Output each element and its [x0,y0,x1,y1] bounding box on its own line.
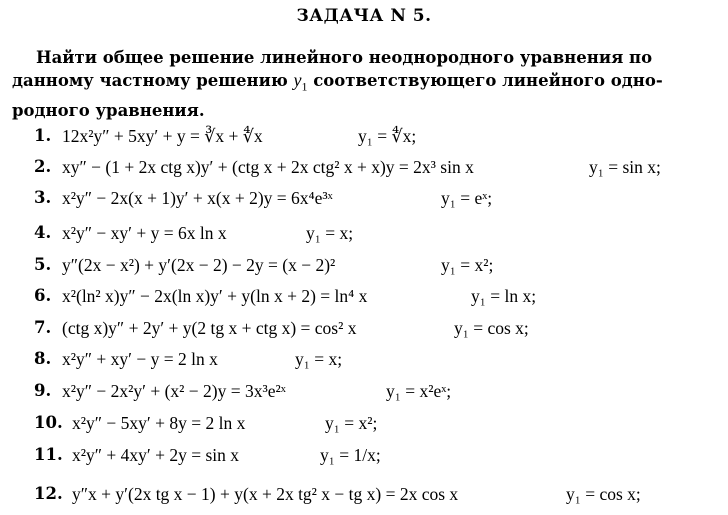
particular-solution-symbol: $y_1$ [293,70,308,94]
particular-solution: y₁ = 1/x; [320,445,381,465]
problem-number: 2. [34,157,52,176]
particular-solution: y₁ = ln x; [471,286,537,306]
problem-item [0,157,728,187]
problem-equation: x²y″ − 2x²y′ + (x² − 2)y = 3x³e²ˣ [62,381,286,401]
particular-solution: y₁ = x²eˣ; [386,381,452,401]
particular-solution: y₁ = x; [306,223,354,243]
particular-solution: y₁ = sin x; [589,157,661,177]
problem-item [0,349,728,379]
problem-item [0,484,728,514]
problem-equation: x²(ln² x)y″ − 2x(ln x)y′ + y(ln x + 2) = ln⁴ x [62,286,368,306]
problem-number: 9. [34,381,52,400]
problem-number: 3. [34,188,52,207]
problem-equation: y″x + y′(2x tg x − 1) + y(x + 2x tg² x − tg x) = 2x cos x [72,484,459,504]
problem-number: 10. [34,413,63,432]
problem-item [0,318,728,348]
task-statement-line-3: родного уравнения. [12,100,205,120]
particular-solution: y₁ = ∜x; [358,126,417,146]
problem-item [0,286,728,316]
problem-set-title: ЗАДАЧА N 5. [296,6,432,26]
problem-number: 8. [34,349,52,368]
problem-number: 12. [34,484,63,503]
particular-solution: y₁ = x; [295,349,343,369]
problem-equation: x²y″ + xy′ − y = 2 ln x [62,349,218,369]
problem-equation: xy″ − (1 + 2x ctg x)y′ + (ctg x + 2x ctg² x + x)y = 2x³ sin x [62,157,474,177]
task-statement [12,46,674,122]
problem-item [0,188,728,218]
problem-equation: (ctg x)y″ + 2y′ + y(2 tg x + ctg x) = cos² x [62,318,357,338]
problem-number: 4. [34,223,52,242]
problem-number: 5. [34,255,52,274]
problem-item [0,381,728,411]
task-statement-line-1: Найти общее решение линейного неоднородного уравнения по [36,48,653,67]
task-statement-line-2: данному частному решению $y_1$ соответствующего линейного одно- [12,70,663,94]
particular-solution: y₁ = x²; [325,413,378,433]
problem-item [0,255,728,285]
problem-item [0,126,728,156]
problem-number: 1. [34,126,52,145]
problem-equation: y″(2x − x²) + y′(2x − 2) − 2y = (x − 2)² [62,255,336,275]
problem-number: 11. [34,445,63,464]
particular-solution: y₁ = cos x; [566,484,641,504]
particular-solution: y₁ = cos x; [454,318,529,338]
problem-equation: x²y″ − 5xy′ + 8y = 2 ln x [72,413,246,433]
problem-equation: x²y″ − xy′ + y = 6x ln x [62,223,227,243]
problem-equation: x²y″ − 2x(x + 1)y′ + x(x + 2)y = 6x⁴e³ˣ [62,188,333,208]
particular-solution: y₁ = eˣ; [441,188,493,208]
problem-number: 6. [34,286,52,305]
problem-item [0,413,728,443]
particular-solution: y₁ = x²; [441,255,494,275]
problem-item [0,445,728,475]
problem-item [0,223,728,253]
problem-number: 7. [34,318,52,337]
problem-equation: x²y″ + 4xy′ + 2y = sin x [72,445,240,465]
problem-equation: 12x²y″ + 5xy′ + y = ∛x + ∜x [62,126,263,146]
